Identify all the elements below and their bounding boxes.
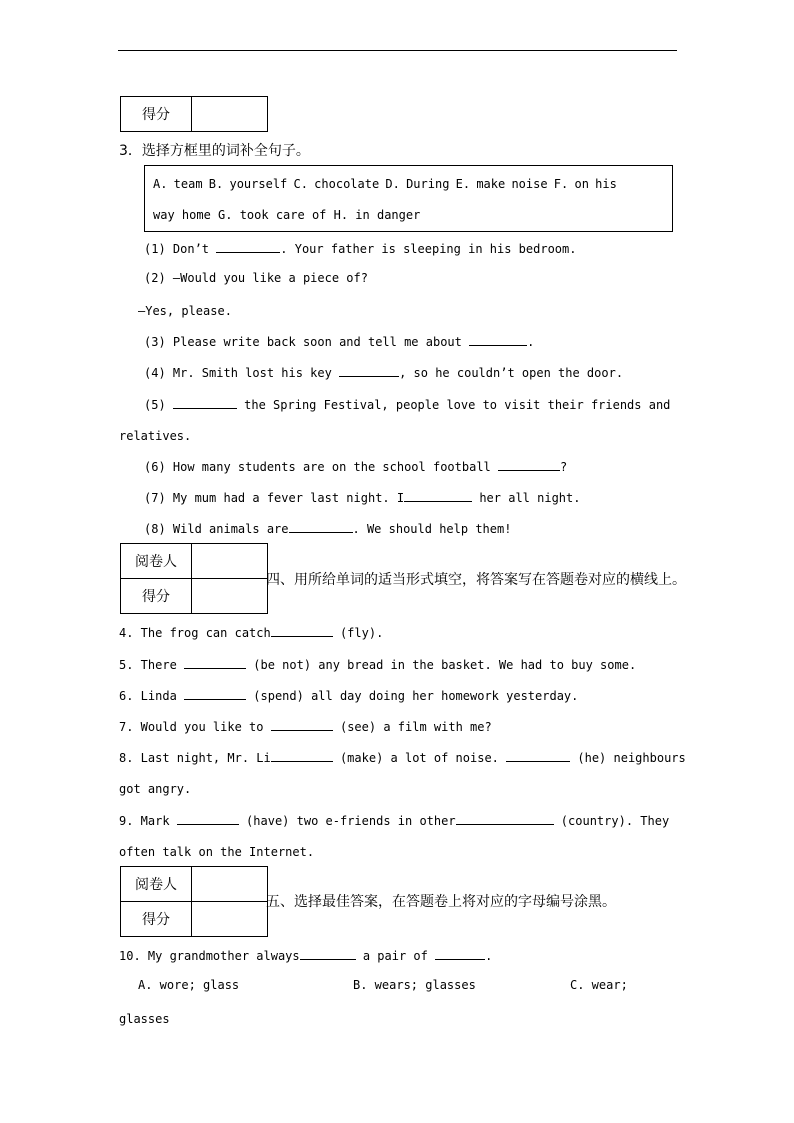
q-text: (fly). xyxy=(339,626,384,640)
q-text: 9. Mark xyxy=(119,814,170,828)
s3-question-3 xyxy=(144,333,534,349)
s4-question-9 xyxy=(119,812,669,828)
s4-question-7 xyxy=(119,718,492,734)
header-rule xyxy=(118,50,677,51)
s3-question-1 xyxy=(144,240,576,256)
s3-question-2: (2) —Would you like a piece of? xyxy=(144,271,368,285)
score-box-top xyxy=(120,96,268,132)
answer-blank[interactable] xyxy=(300,947,356,960)
score-box-section4 xyxy=(120,543,268,614)
answer-blank[interactable] xyxy=(184,687,246,700)
q-text: . xyxy=(527,335,535,349)
q-text: . We should help them! xyxy=(352,522,512,536)
section5-title: 五、选择最佳答案，在答题卷上将对应的字母编号涂黑。 xyxy=(266,894,616,910)
q-text: (4) Mr. Smith lost his key xyxy=(144,366,332,380)
reviewer-label: 阅卷人 xyxy=(121,867,192,902)
section4-title: 四、用所给单词的适当形式填空，将答案写在答题卷对应的横线上。 xyxy=(266,572,686,588)
q-text: (6) How many students are on the school football xyxy=(144,460,491,474)
q-text: 7. Would you like to xyxy=(119,720,264,734)
q-text: 5. There xyxy=(119,658,177,672)
s3-question-2-reply: —Yes, please. xyxy=(138,304,232,318)
score-field[interactable] xyxy=(192,579,268,614)
answer-blank[interactable] xyxy=(498,458,560,471)
score-field[interactable] xyxy=(192,97,268,132)
answer-blank[interactable] xyxy=(506,749,570,762)
q-text: . Your father is sleeping in his bedroom. xyxy=(280,242,577,256)
q-text: (8) Wild animals are xyxy=(144,522,289,536)
q-text: (see) a film with me? xyxy=(339,720,492,734)
s3-question-5 xyxy=(144,396,670,412)
q-text: 4. The frog can catch xyxy=(119,626,271,640)
q-text: (make) a lot of noise. xyxy=(339,751,499,765)
q-text: 6. Linda xyxy=(119,689,177,703)
q-text: , so he couldn’t open the door. xyxy=(399,366,624,380)
s3-question-5-cont: relatives. xyxy=(119,429,192,443)
s4-question-8 xyxy=(119,749,686,765)
s4-question-5 xyxy=(119,656,636,672)
answer-blank[interactable] xyxy=(173,396,237,409)
score-label: 得分 xyxy=(121,902,192,937)
answer-blank[interactable] xyxy=(271,624,333,637)
q-text: 8. Last night, Mr. Li xyxy=(119,751,271,765)
s5-question-10 xyxy=(119,947,492,963)
reviewer-field[interactable] xyxy=(192,544,268,579)
q-text: (1) Don’t xyxy=(144,242,210,256)
answer-blank[interactable] xyxy=(456,812,554,825)
answer-blank[interactable] xyxy=(435,947,485,960)
s4-question-4 xyxy=(119,624,383,640)
q-text: ? xyxy=(560,460,568,474)
option-b[interactable]: B. wears; glasses xyxy=(353,978,476,992)
q-text: her all night. xyxy=(479,491,581,505)
answer-blank[interactable] xyxy=(271,718,333,731)
score-label: 得分 xyxy=(121,579,192,614)
q-text: . xyxy=(485,949,493,963)
s3-question-4 xyxy=(144,364,623,380)
q-text: (country). They xyxy=(560,814,670,828)
s3-question-6 xyxy=(144,458,567,474)
score-box-section5 xyxy=(120,866,268,937)
answer-blank[interactable] xyxy=(469,333,527,346)
word-bank-line2: way home G. took care of H. in danger xyxy=(153,208,421,222)
q-text: (3) Please write back soon and tell me about xyxy=(144,335,462,349)
q-text: the Spring Festival, people love to visit their friends and xyxy=(244,398,671,412)
answer-blank[interactable] xyxy=(184,656,246,669)
answer-blank[interactable] xyxy=(216,240,280,253)
reviewer-label: 阅卷人 xyxy=(121,544,192,579)
answer-blank[interactable] xyxy=(289,520,353,533)
section3-title: 3．选择方框里的词补全句子。 xyxy=(119,143,310,159)
score-label: 得分 xyxy=(121,97,192,132)
score-field[interactable] xyxy=(192,902,268,937)
q-text: (be not) any bread in the basket. We had to buy some. xyxy=(253,658,637,672)
q-text: a pair of xyxy=(362,949,428,963)
s4-question-6 xyxy=(119,687,578,703)
q-text: (5) xyxy=(144,398,166,412)
q-text: (have) two e-friends in other xyxy=(246,814,456,828)
answer-blank[interactable] xyxy=(271,749,333,762)
answer-blank[interactable] xyxy=(177,812,239,825)
q-text: (7) My mum had a fever last night. I xyxy=(144,491,405,505)
option-c[interactable]: C. wear; xyxy=(570,978,628,992)
q-text: 10. My grandmother always xyxy=(119,949,300,963)
word-bank-line1: A. team B. yourself C. chocolate D. During E. make noise F. on his xyxy=(153,177,617,191)
s4-question-9-cont: often talk on the Internet. xyxy=(119,845,315,859)
s3-question-7 xyxy=(144,489,580,505)
option-c-cont: glasses xyxy=(119,1012,170,1026)
q-text: (spend) all day doing her homework yesterday. xyxy=(253,689,579,703)
answer-blank[interactable] xyxy=(404,489,472,502)
s3-question-8 xyxy=(144,520,511,536)
q-text: (he) neighbours xyxy=(577,751,686,765)
answer-blank[interactable] xyxy=(339,364,399,377)
option-a[interactable]: A. wore; glass xyxy=(138,978,240,992)
reviewer-field[interactable] xyxy=(192,867,268,902)
s4-question-8-cont: got angry. xyxy=(119,782,192,796)
